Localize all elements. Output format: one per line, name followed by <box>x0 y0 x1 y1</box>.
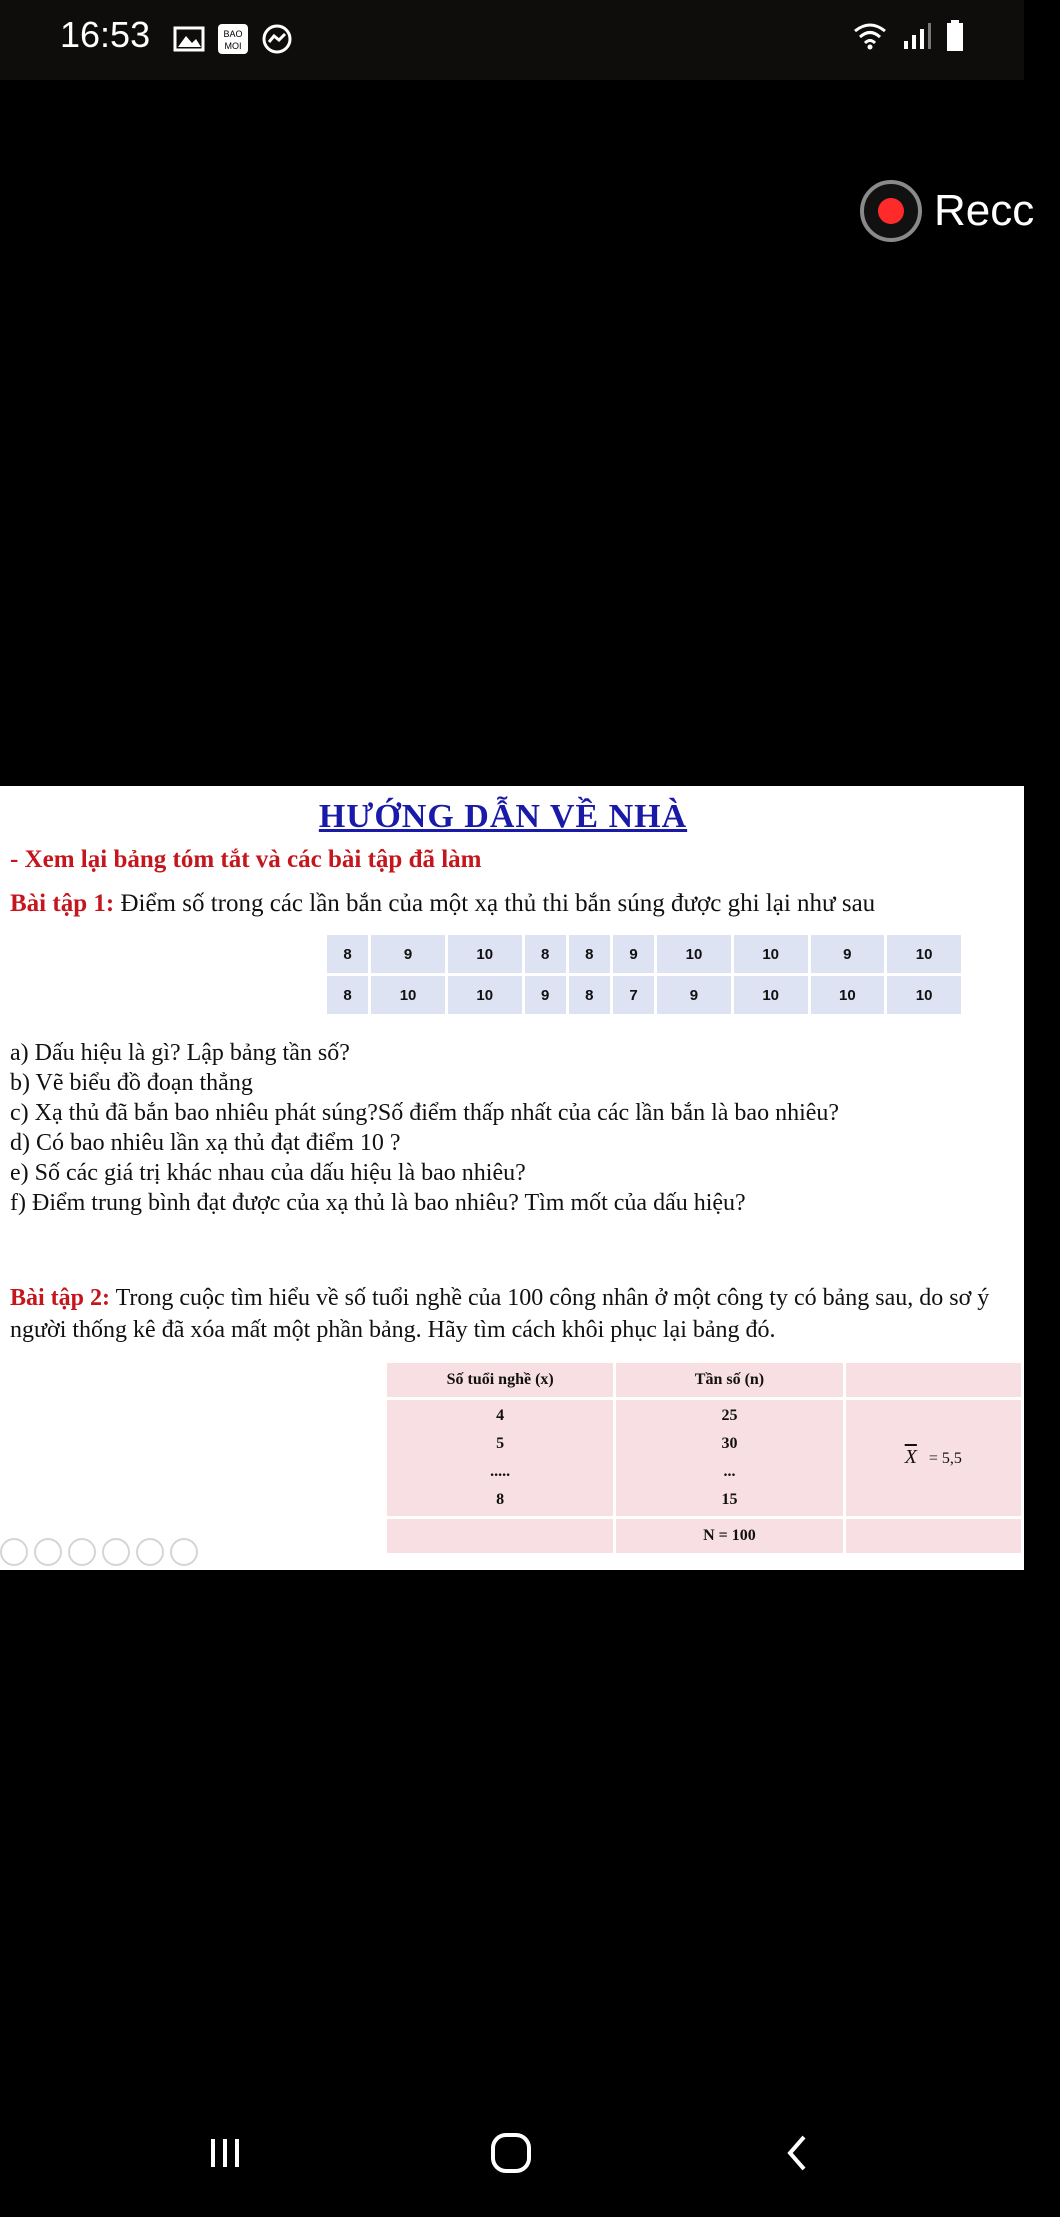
mean-value: = 5,5 <box>928 1450 962 1467</box>
record-button[interactable] <box>860 176 1060 246</box>
question-e: e) Số các giá trị khác nhau của dấu hiệu là bao nhiêu? <box>10 1160 526 1186</box>
mean-cell <box>844 1399 1022 1518</box>
navigation-bar <box>0 2095 1024 2217</box>
prev-slide-icon[interactable] <box>0 1538 28 1566</box>
frequency-value: ... <box>723 1463 736 1480</box>
score-table <box>324 932 964 1017</box>
pen-icon[interactable] <box>68 1538 96 1566</box>
score-cell: 10 <box>809 975 886 1016</box>
back-icon <box>782 2133 812 2173</box>
age-value: 8 <box>496 1491 505 1508</box>
score-cell: 9 <box>809 934 886 975</box>
age-values-cell <box>386 1399 615 1518</box>
score-cell: 9 <box>523 975 567 1016</box>
score-cell: 10 <box>732 934 809 975</box>
age-value: 5 <box>496 1435 505 1452</box>
total-cell: N = 100 <box>615 1518 844 1555</box>
exercise-1-text: Điểm số trong các lần bắn của một xạ thủ thi bắn súng được ghi lại như sau <box>114 890 876 917</box>
exercise-2-text: Trong cuộc tìm hiểu về số tuổi nghề của 100 công nhân ở một công ty có bảng sau, do sơ ý người thống kê đã xóa mất một phần bảng. Hãy tìm cách khôi phục lại bảng đó. <box>10 1285 990 1343</box>
battery-icon <box>946 20 964 52</box>
score-cell: 10 <box>446 934 523 975</box>
back-button[interactable] <box>762 2123 832 2183</box>
slide-title: HƯỚNG DẪN VỀ NHÀ <box>318 798 688 835</box>
exercise-1-questions <box>10 1038 839 1218</box>
frequency-value: 15 <box>721 1491 738 1508</box>
signal-icon <box>902 21 932 51</box>
record-label: Recc <box>934 186 1035 235</box>
score-cell: 8 <box>567 975 611 1016</box>
zoom-icon[interactable] <box>136 1538 164 1566</box>
frequency-value: 25 <box>721 1407 738 1424</box>
system-icons <box>852 20 964 52</box>
score-cell: 8 <box>567 934 611 975</box>
score-cell: 10 <box>446 975 523 1016</box>
home-button[interactable] <box>476 2123 546 2183</box>
age-frequency-table <box>384 1360 1024 1556</box>
frequency-values-cell <box>615 1399 844 1518</box>
total-blank-left <box>386 1518 615 1555</box>
exercise-1-label: Bài tập 1: <box>10 890 115 917</box>
score-cell: 9 <box>611 934 655 975</box>
header-frequency: Tần số (n) <box>615 1362 844 1399</box>
question-d: d) Có bao nhiêu lần xạ thủ đạt điểm 10 ? <box>10 1130 401 1156</box>
header-blank <box>844 1362 1022 1399</box>
status-clock: 16:53 <box>60 14 151 55</box>
total-blank-right <box>844 1518 1022 1555</box>
slide-toolbar <box>0 1538 198 1566</box>
question-b: b) Vẽ biểu đồ đoạn thẳng <box>10 1070 253 1096</box>
score-cell: 7 <box>611 975 655 1016</box>
exercise-2-label: Bài tập 2: <box>10 1285 111 1311</box>
score-cell: 10 <box>370 975 447 1016</box>
image-icon <box>172 22 206 56</box>
score-row <box>326 975 963 1016</box>
record-icon <box>860 180 922 242</box>
score-cell: 10 <box>886 975 963 1016</box>
status-bar <box>0 0 1024 80</box>
score-cell: 8 <box>326 975 370 1016</box>
home-icon <box>489 2131 533 2175</box>
wifi-icon <box>852 21 888 51</box>
svg-text:BAO: BAO <box>223 29 243 39</box>
score-cell: 10 <box>656 934 733 975</box>
age-value: 4 <box>496 1407 505 1424</box>
presentation-slide <box>0 786 1024 1570</box>
svg-text:MOI: MOI <box>224 41 242 51</box>
exercise-2-prompt <box>10 1282 1014 1346</box>
score-cell: 8 <box>523 934 567 975</box>
age-value: ..... <box>490 1463 511 1480</box>
score-cell: 10 <box>886 934 963 975</box>
exercise-1-prompt <box>10 890 875 918</box>
notification-icons <box>172 22 294 56</box>
messenger-icon <box>260 22 294 56</box>
header-age: Số tuổi nghề (x) <box>386 1362 615 1399</box>
question-f: f) Điểm trung bình đạt được của xạ thủ là bao nhiêu? Tìm mốt của dấu hiệu? <box>10 1190 746 1216</box>
score-cell: 9 <box>656 975 733 1016</box>
mean-symbol: $\overline{X}$ <box>904 1446 917 1468</box>
score-cell: 10 <box>732 975 809 1016</box>
slide-subtitle: - Xem lại bảng tóm tắt và các bài tập đã làm <box>10 846 482 873</box>
score-row <box>326 934 963 975</box>
question-c: c) Xạ thủ đã bắn bao nhiêu phát súng?Số điểm thấp nhất của các lần bắn là bao nhiêu? <box>10 1100 840 1126</box>
frequency-value: 30 <box>721 1435 738 1452</box>
question-a: a) Dấu hiệu là gì? Lập bảng tần số? <box>10 1040 350 1066</box>
score-cell: 9 <box>370 934 447 975</box>
score-cell: 8 <box>326 934 370 975</box>
recents-button[interactable] <box>190 2123 260 2183</box>
next-slide-icon[interactable] <box>34 1538 62 1566</box>
baomoi-icon <box>216 22 250 56</box>
recents-icon <box>205 2135 245 2171</box>
slides-icon[interactable] <box>102 1538 130 1566</box>
more-icon[interactable] <box>170 1538 198 1566</box>
